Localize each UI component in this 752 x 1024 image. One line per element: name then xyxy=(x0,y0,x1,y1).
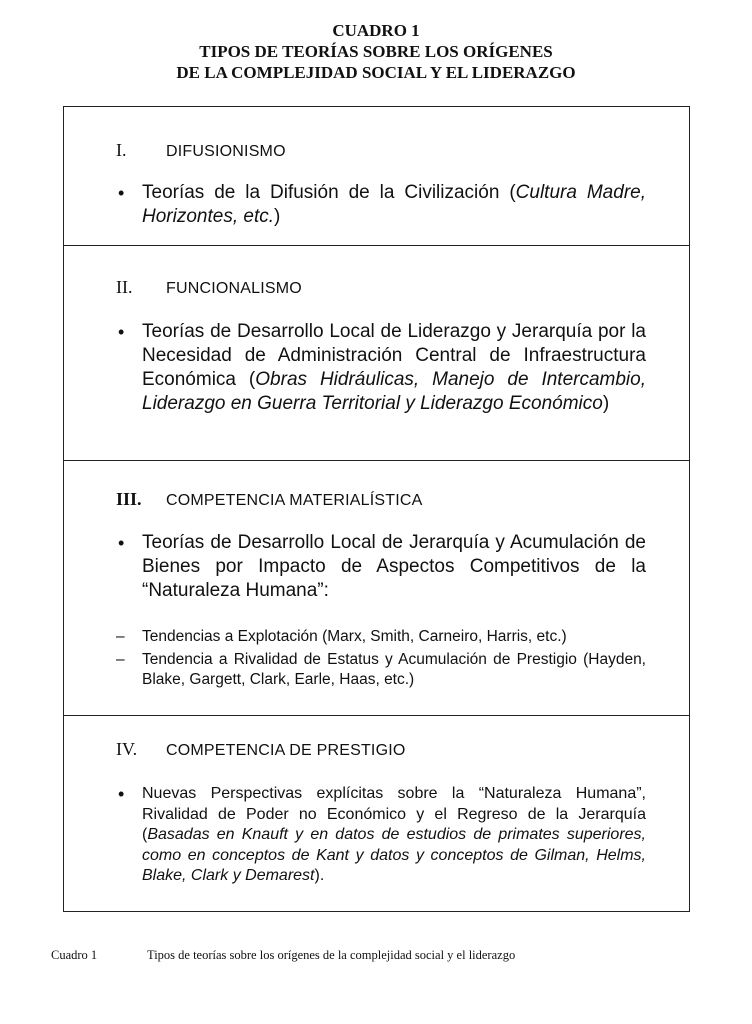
dash-list xyxy=(116,627,646,690)
section-bullet: • Nuevas Perspectivas explícitas sobre la “Naturaleza Humana”, Rivalidad de Poder no Económico y el Regreso de la Jerarquía (Basadas en Knauft y en datos de estudios de primates superiores, como en conceptos de Kant y datos y conceptos de Gilman, Helms, Blake, Clark y Demarest). xyxy=(118,784,646,884)
section-bullet: • Teorías de Desarrollo Local de Jerarquía y Acumulación de Bienes por Impacto de Aspectos Competitivos de la “Naturaleza Humana”: xyxy=(118,532,646,601)
section-bullet: • Teorías de la Difusión de la Civilización (Cultura Madre, Horizontes, etc.) xyxy=(118,182,646,227)
section-funcionalismo xyxy=(64,246,689,461)
section-numeral: III. xyxy=(116,489,142,509)
list-item: – Tendencia a Rivalidad de Estatus y Acumulación de Prestigio (Hayden, Blake, Gargett, Clark, Earle, Haas, etc.) xyxy=(116,651,646,688)
section-name: COMPETENCIA DE PRESTIGIO xyxy=(166,742,406,759)
section-heading xyxy=(116,277,302,298)
section-numeral: I. xyxy=(116,140,127,160)
list-item: – Tendencias a Explotación (Marx, Smith, Carneiro, Harris, etc.) xyxy=(116,628,567,645)
bullet-icon: • xyxy=(118,322,125,342)
caption-text: Tipos de teorías sobre los orígenes de la complejidad social y el liderazgo xyxy=(147,948,516,962)
section-name: DIFUSIONISMO xyxy=(166,143,286,160)
title-line-2: TIPOS DE TEORÍAS SOBRE LOS ORÍGENES xyxy=(199,42,553,61)
dash-icon: – xyxy=(116,628,125,645)
section-heading xyxy=(116,140,286,161)
section-numeral: II. xyxy=(116,277,133,297)
section-heading xyxy=(116,489,423,510)
section-competencia-de-prestigio xyxy=(64,716,689,913)
section-name: FUNCIONALISMO xyxy=(166,280,302,297)
section-difusionismo xyxy=(64,107,689,246)
table-title xyxy=(0,20,752,83)
figure-caption xyxy=(51,948,515,963)
section-bullet: • Teorías de Desarrollo Local de Liderazgo y Jerarquía por la Necesidad de Administración Central de Infraestructura Económica (Obras Hidráulicas, Manejo de Intercambio, Liderazgo en Guerra Territorial y Liderazgo Económico) xyxy=(118,321,646,414)
section-name: COMPETENCIA MATERIALÍSTICA xyxy=(166,492,423,509)
theories-table xyxy=(63,106,690,912)
bullet-icon: • xyxy=(118,533,125,553)
title-line-1: CUADRO 1 xyxy=(332,21,420,40)
bullet-icon: • xyxy=(118,784,125,804)
title-line-3: DE LA COMPLEJIDAD SOCIAL Y EL LIDERAZGO xyxy=(176,63,576,82)
section-heading xyxy=(116,739,406,760)
section-competencia-materialistica xyxy=(64,461,689,716)
dash-icon: – xyxy=(116,651,125,668)
caption-label: Cuadro 1 xyxy=(51,948,98,962)
bullet-icon: • xyxy=(118,183,125,203)
section-numeral: IV. xyxy=(116,739,138,759)
